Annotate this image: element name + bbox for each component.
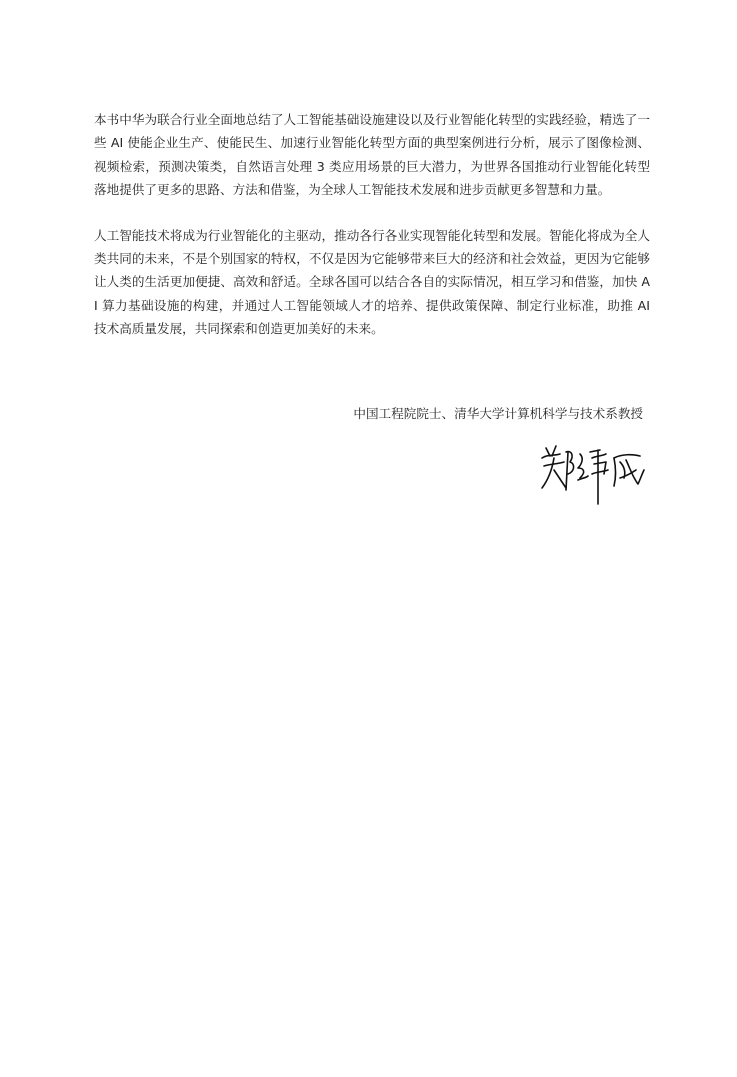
signature-drawing bbox=[540, 444, 648, 508]
author-title: 中国工程院院士、清华大学计算机科学与技术系教授 bbox=[353, 406, 643, 421]
body-paragraph: 本书中华为联合行业全面地总结了人工智能基础设施建设以及行业智能化转型的实践经验，精选了一些 AI 使能企业生产、使能民生、加速行业智能化转型方面的典型案例进行分析，展示了图像检测、视频检索，预测决策类，自然语言处理 3 类应用场景的巨大潜力，为世界各国推动行业智能化转型落地提供了更多的思路、方法和借鉴，为全球人工智能技术发展和进步贡献更多智慧和力量。 bbox=[94, 112, 650, 198]
preface-body bbox=[94, 108, 650, 341]
body-paragraph: 人工智能技术将成为行业智能化的主驱动，推动各行各业实现智能化转型和发展。智能化将成为全人类共同的未来，不是个别国家的特权，不仅是因为它能够带来巨大的经济和社会效益，更因为它能够让人类的生活更加便捷、高效和舒适。全球各国可以结合各自的实际情况，相互学习和借鉴，加快 AI 算力基础设施的构建，并通过人工智能领域人才的培养、提供政策保障、制定行业标准，助推 AI 技术高质量发展，共同探索和创造更加美好的未来。 bbox=[94, 227, 650, 337]
handwritten-signature bbox=[540, 444, 648, 508]
